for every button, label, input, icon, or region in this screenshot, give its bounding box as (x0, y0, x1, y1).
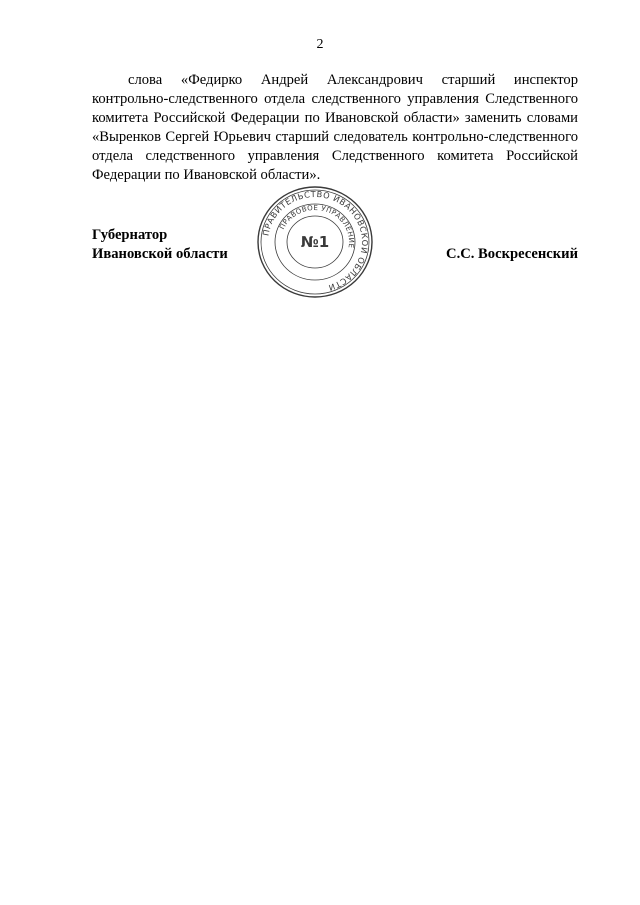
signature-title (92, 226, 228, 264)
signature-title-line-2: Ивановской области (92, 245, 228, 262)
signature-title-line-1: Губернатор (92, 227, 168, 243)
official-seal (255, 185, 375, 300)
page-number: 2 (316, 37, 324, 52)
signature-name: С.С. Воскресенский (446, 246, 578, 262)
seal-center-number: №1 (300, 233, 330, 251)
amendment-paragraph: слова «Федирко Андрей Александрович старший инспектор контрольно-следственного отдела следственного управления Следственного комитета Российской Федерации по Ивановской области» заменить словами «Выренков Сергей Юрьевич старший следователь контрольно-следственного отдела следственного управления Следственного комитета Российской Федерации по Ивановской области». (92, 72, 578, 183)
seal-inner-text: ПРАВОВОЕ УПРАВЛЕНИЕ (278, 203, 356, 249)
seal-outer-text: ПРАВИТЕЛЬСТВО ИВАНОВСКОЙ ОБЛАСТИ (260, 188, 371, 294)
body-text (92, 71, 578, 184)
